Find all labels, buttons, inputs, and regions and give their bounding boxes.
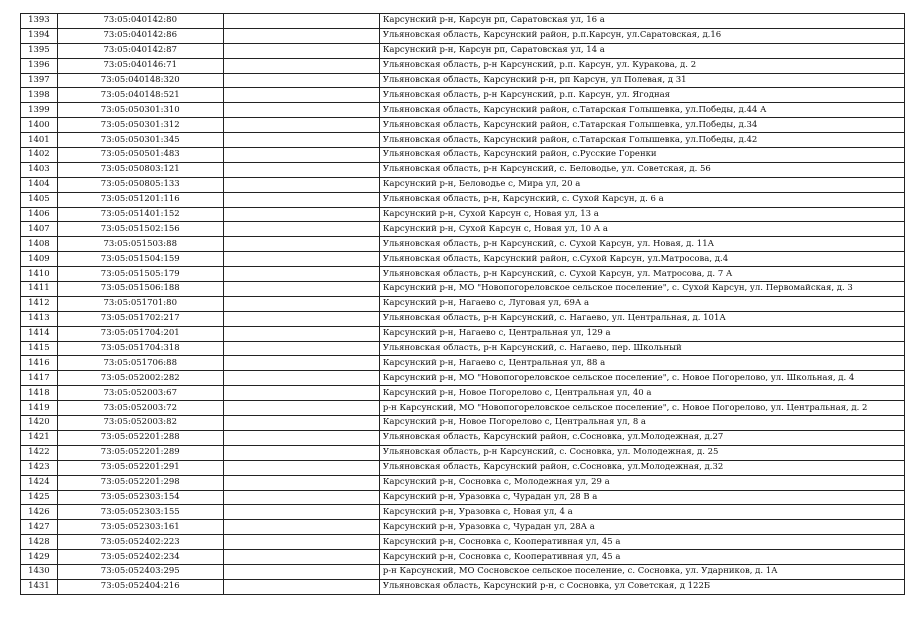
cadastral-number-cell: 73:05:050301:345 (57, 133, 223, 148)
empty-cell (223, 148, 379, 163)
table-row (21, 460, 905, 475)
row-number-cell: 1420 (21, 416, 58, 431)
row-number-cell: 1408 (21, 237, 58, 252)
address-cell: Карсунский р-н, Карсун рп, Саратовская ул, 16 а (379, 14, 904, 29)
empty-cell (223, 386, 379, 401)
cadastral-number-cell: 73:05:052201:291 (57, 460, 223, 475)
address-cell: Карсунский р-н, Сухой Карсун с, Новая ул, 10 А а (379, 222, 904, 237)
row-number-cell: 1416 (21, 356, 58, 371)
address-cell: Ульяновская область, Карсунский р-н, рп Карсун, ул Полевая, д 31 (379, 73, 904, 88)
table-row (21, 267, 905, 282)
row-number-cell: 1394 (21, 28, 58, 43)
cadastral-number-cell: 73:05:051704:318 (57, 341, 223, 356)
empty-cell (223, 341, 379, 356)
cadastral-number-cell: 73:05:052003:72 (57, 401, 223, 416)
address-cell: Ульяновская область, р-н Карсунский, р.п. Карсун, ул. Ягодная (379, 88, 904, 103)
address-cell: Карсунский р-н, МО "Новопогореловское сельское поселение", с. Сухой Карсун, ул. Первомайская, д. 3 (379, 282, 904, 297)
address-cell: Карсунский р-н, Нагаево с, Центральная ул, 88 а (379, 356, 904, 371)
empty-cell (223, 252, 379, 267)
table-row (21, 207, 905, 222)
row-number-cell: 1400 (21, 118, 58, 133)
empty-cell (223, 430, 379, 445)
table-row (21, 103, 905, 118)
empty-cell (223, 192, 379, 207)
row-number-cell: 1397 (21, 73, 58, 88)
table-row (21, 371, 905, 386)
row-number-cell: 1421 (21, 430, 58, 445)
cadastral-number-cell: 73:05:052402:234 (57, 550, 223, 565)
cadastral-number-cell: 73:05:052303:161 (57, 520, 223, 535)
cadastral-number-cell: 73:05:050301:312 (57, 118, 223, 133)
row-number-cell: 1430 (21, 564, 58, 579)
table-row (21, 28, 905, 43)
table-row (21, 58, 905, 73)
row-number-cell: 1415 (21, 341, 58, 356)
table-row (21, 445, 905, 460)
address-cell: Карсунский р-н, Новое Погорелово с, Центральная ул, 40 а (379, 386, 904, 401)
table-row (21, 118, 905, 133)
empty-cell (223, 505, 379, 520)
row-number-cell: 1395 (21, 43, 58, 58)
address-cell: Ульяновская область, р-н, Карсунский, с. Сухой Карсун, д. 6 а (379, 192, 904, 207)
row-number-cell: 1407 (21, 222, 58, 237)
table-row (21, 401, 905, 416)
empty-cell (223, 564, 379, 579)
row-number-cell: 1423 (21, 460, 58, 475)
address-cell: Карсунский р-н, Новое Погорелово с, Центральная ул, 8 а (379, 416, 904, 431)
cadastral-number-cell: 73:05:051505:179 (57, 267, 223, 282)
cadastral-number-cell: 73:05:051503:88 (57, 237, 223, 252)
address-cell: Ульяновская область, р-н Карсунский, с. Нагаево, ул. Центральная, д. 101А (379, 311, 904, 326)
table-row (21, 43, 905, 58)
address-cell: Ульяновская область, р-н Карсунский, с. Нагаево, пер. Школьный (379, 341, 904, 356)
row-number-cell: 1406 (21, 207, 58, 222)
empty-cell (223, 490, 379, 505)
empty-cell (223, 267, 379, 282)
address-cell: Карсунский р-н, Сосновка с, Кооперативная ул, 45 а (379, 535, 904, 550)
cadastral-number-cell: 73:05:051502:156 (57, 222, 223, 237)
address-cell: Карсунский р-н, Сухой Карсун с, Новая ул, 13 а (379, 207, 904, 222)
cadastral-number-cell: 73:05:051706:88 (57, 356, 223, 371)
empty-cell (223, 88, 379, 103)
empty-cell (223, 237, 379, 252)
address-cell: р-н Карсунский, МО Сосновское сельское поселение, с. Сосновка, ул. Ударников, д. 1А (379, 564, 904, 579)
cadastral-number-cell: 73:05:052003:82 (57, 416, 223, 431)
table-row (21, 326, 905, 341)
table-row (21, 505, 905, 520)
cadastral-number-cell: 73:05:052303:155 (57, 505, 223, 520)
table-row (21, 88, 905, 103)
empty-cell (223, 445, 379, 460)
row-number-cell: 1403 (21, 162, 58, 177)
empty-cell (223, 133, 379, 148)
address-cell: Ульяновская область, Карсунский район, с.Сухой Карсун, ул.Матросова, д.4 (379, 252, 904, 267)
row-number-cell: 1393 (21, 14, 58, 29)
address-cell: Карсунский р-н, Беловодье с, Мира ул, 20 а (379, 177, 904, 192)
table-row (21, 550, 905, 565)
address-cell: Ульяновская область, Карсунский район, р.п.Карсун, ул.Саратовская, д.16 (379, 28, 904, 43)
table-row (21, 162, 905, 177)
table-row (21, 341, 905, 356)
parcel-table (20, 13, 905, 595)
cadastral-number-cell: 73:05:040148:521 (57, 88, 223, 103)
row-number-cell: 1401 (21, 133, 58, 148)
table-row (21, 386, 905, 401)
row-number-cell: 1405 (21, 192, 58, 207)
address-cell: р-н Карсунский, МО "Новопогореловское сельское поселение", с. Новое Погорелово, ул. Центральная, д. 2 (379, 401, 904, 416)
cadastral-number-cell: 73:05:051201:116 (57, 192, 223, 207)
table-row (21, 356, 905, 371)
table-row (21, 564, 905, 579)
row-number-cell: 1409 (21, 252, 58, 267)
cadastral-number-cell: 73:05:040148:320 (57, 73, 223, 88)
empty-cell (223, 43, 379, 58)
table-row (21, 73, 905, 88)
address-cell: Карсунский р-н, Уразовка с, Новая ул, 4 а (379, 505, 904, 520)
row-number-cell: 1410 (21, 267, 58, 282)
row-number-cell: 1431 (21, 579, 58, 594)
row-number-cell: 1404 (21, 177, 58, 192)
address-cell: Ульяновская область, Карсунский район, с.Сосновка, ул.Молодежная, д.32 (379, 460, 904, 475)
row-number-cell: 1398 (21, 88, 58, 103)
row-number-cell: 1411 (21, 282, 58, 297)
address-cell: Ульяновская область, р-н Карсунский, с. Беловодье, ул. Советская, д. 56 (379, 162, 904, 177)
row-number-cell: 1418 (21, 386, 58, 401)
address-cell: Карсунский р-н, МО "Новопогореловское сельское поселение", с. Новое Погорелово, ул. Школьная, д. 4 (379, 371, 904, 386)
row-number-cell: 1419 (21, 401, 58, 416)
cadastral-number-cell: 73:05:051704:201 (57, 326, 223, 341)
address-cell: Ульяновская область, р-н Карсунский, с. Сухой Карсун, ул. Матросова, д. 7 А (379, 267, 904, 282)
address-cell: Карсунский р-н, Сосновка с, Кооперативная ул, 45 а (379, 550, 904, 565)
table-row (21, 282, 905, 297)
table-row (21, 133, 905, 148)
row-number-cell: 1402 (21, 148, 58, 163)
row-number-cell: 1399 (21, 103, 58, 118)
address-cell: Карсунский р-н, Нагаево с, Луговая ул, 69А а (379, 296, 904, 311)
cadastral-number-cell: 73:05:040146:71 (57, 58, 223, 73)
address-cell: Карсунский р-н, Нагаево с, Центральная ул, 129 а (379, 326, 904, 341)
row-number-cell: 1429 (21, 550, 58, 565)
table-row (21, 237, 905, 252)
cadastral-number-cell: 73:05:052402:223 (57, 535, 223, 550)
empty-cell (223, 222, 379, 237)
cadastral-number-cell: 73:05:051506:188 (57, 282, 223, 297)
empty-cell (223, 579, 379, 594)
row-number-cell: 1424 (21, 475, 58, 490)
cadastral-number-cell: 73:05:040142:80 (57, 14, 223, 29)
table-row (21, 430, 905, 445)
empty-cell (223, 207, 379, 222)
row-number-cell: 1412 (21, 296, 58, 311)
cadastral-number-cell: 73:05:050803:121 (57, 162, 223, 177)
address-cell: Ульяновская область, Карсунский район, с.Татарская Голышевка, ул.Победы, д.34 (379, 118, 904, 133)
address-cell: Ульяновская область, Карсунский район, с.Сосновка, ул.Молодежная, д.27 (379, 430, 904, 445)
empty-cell (223, 28, 379, 43)
empty-cell (223, 460, 379, 475)
address-cell: Ульяновская область, Карсунский район, с.Татарская Голышевка, ул.Победы, д.44 А (379, 103, 904, 118)
cadastral-number-cell: 73:05:050501:483 (57, 148, 223, 163)
table-row (21, 192, 905, 207)
row-number-cell: 1428 (21, 535, 58, 550)
cadastral-number-cell: 73:05:051701:80 (57, 296, 223, 311)
empty-cell (223, 296, 379, 311)
empty-cell (223, 520, 379, 535)
row-number-cell: 1417 (21, 371, 58, 386)
empty-cell (223, 416, 379, 431)
address-cell: Ульяновская область, Карсунский район, с.Русские Горенки (379, 148, 904, 163)
empty-cell (223, 311, 379, 326)
cadastral-number-cell: 73:05:052201:288 (57, 430, 223, 445)
address-cell: Ульяновская область, р-н Карсунский, с. Сосновка, ул. Молодежная, д. 25 (379, 445, 904, 460)
table-row (21, 252, 905, 267)
address-cell: Ульяновская область, р-н Карсунский, с. Сухой Карсун, ул. Новая, д. 11А (379, 237, 904, 252)
cadastral-number-cell: 73:05:052002:282 (57, 371, 223, 386)
address-cell: Карсунский р-н, Сосновка с, Молодежная ул, 29 а (379, 475, 904, 490)
cadastral-number-cell: 73:05:052003:67 (57, 386, 223, 401)
address-cell: Карсунский р-н, Уразовка с, Чурадан ул, 28 В а (379, 490, 904, 505)
empty-cell (223, 550, 379, 565)
row-number-cell: 1396 (21, 58, 58, 73)
cadastral-number-cell: 73:05:050805:133 (57, 177, 223, 192)
empty-cell (223, 475, 379, 490)
address-cell: Ульяновская область, Карсунский район, с.Татарская Голышевка, ул.Победы, д.42 (379, 133, 904, 148)
row-number-cell: 1427 (21, 520, 58, 535)
table-row (21, 296, 905, 311)
row-number-cell: 1425 (21, 490, 58, 505)
address-cell: Ульяновская область, р-н Карсунский, р.п. Карсун, ул. Куракова, д. 2 (379, 58, 904, 73)
table-row (21, 416, 905, 431)
empty-cell (223, 326, 379, 341)
cadastral-number-cell: 73:05:050301:310 (57, 103, 223, 118)
cadastral-number-cell: 73:05:040142:86 (57, 28, 223, 43)
row-number-cell: 1413 (21, 311, 58, 326)
table-row (21, 490, 905, 505)
address-cell: Карсунский р-н, Карсун рп, Саратовская ул, 14 а (379, 43, 904, 58)
empty-cell (223, 103, 379, 118)
empty-cell (223, 58, 379, 73)
table-row (21, 148, 905, 163)
table-row (21, 579, 905, 594)
table-row (21, 177, 905, 192)
table-row (21, 222, 905, 237)
address-cell: Карсунский р-н, Уразовка с, Чурадан ул, 28А а (379, 520, 904, 535)
table-row (21, 520, 905, 535)
cadastral-number-cell: 73:05:051401:152 (57, 207, 223, 222)
table-row (21, 14, 905, 29)
empty-cell (223, 371, 379, 386)
cadastral-number-cell: 73:05:052404:216 (57, 579, 223, 594)
cadastral-number-cell: 73:05:051504:159 (57, 252, 223, 267)
row-number-cell: 1414 (21, 326, 58, 341)
row-number-cell: 1426 (21, 505, 58, 520)
empty-cell (223, 401, 379, 416)
empty-cell (223, 356, 379, 371)
cadastral-number-cell: 73:05:052201:298 (57, 475, 223, 490)
empty-cell (223, 282, 379, 297)
table-row (21, 535, 905, 550)
cadastral-number-cell: 73:05:052403:295 (57, 564, 223, 579)
row-number-cell: 1422 (21, 445, 58, 460)
empty-cell (223, 73, 379, 88)
table-row (21, 475, 905, 490)
parcel-table-body (21, 14, 905, 595)
cadastral-number-cell: 73:05:052303:154 (57, 490, 223, 505)
table-row (21, 311, 905, 326)
cadastral-number-cell: 73:05:051702:217 (57, 311, 223, 326)
empty-cell (223, 118, 379, 133)
empty-cell (223, 535, 379, 550)
cadastral-number-cell: 73:05:052201:289 (57, 445, 223, 460)
address-cell: Ульяновская область, Карсунский р-н, с Сосновка, ул Советская, д 122Б (379, 579, 904, 594)
empty-cell (223, 14, 379, 29)
empty-cell (223, 162, 379, 177)
empty-cell (223, 177, 379, 192)
cadastral-number-cell: 73:05:040142:87 (57, 43, 223, 58)
